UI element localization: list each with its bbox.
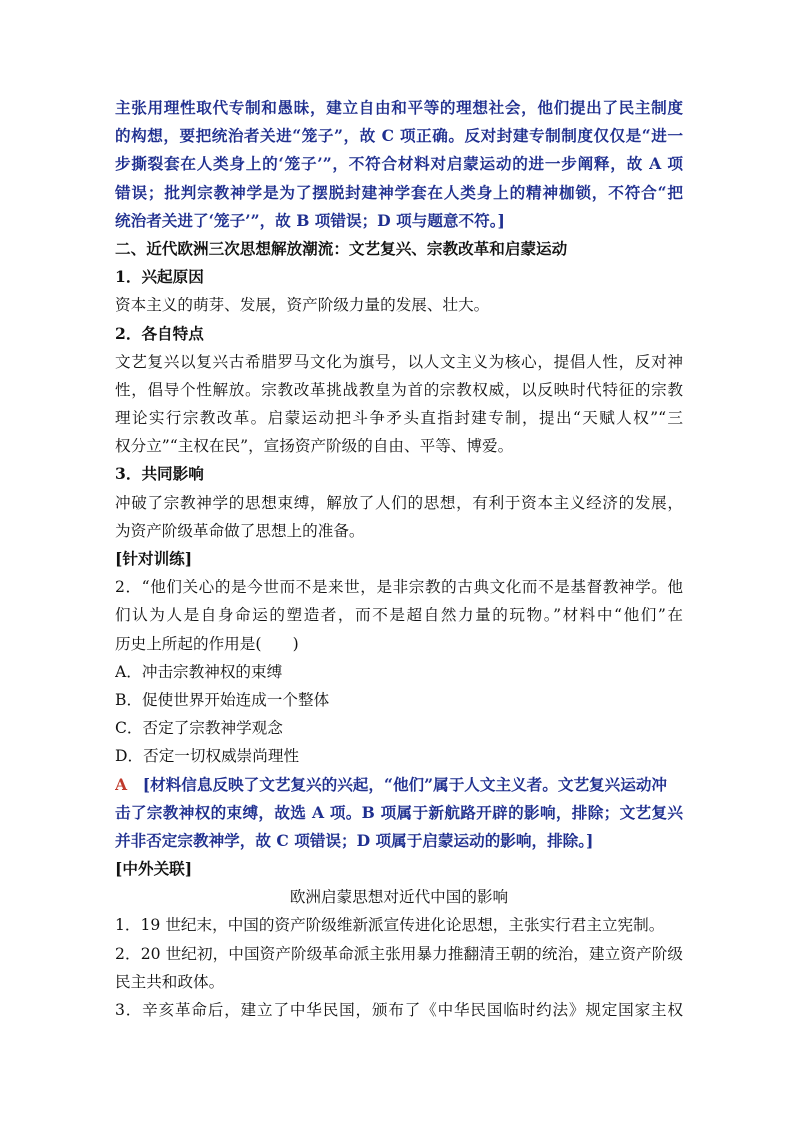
page-content [115,94,683,1024]
point-text: 文艺复兴以复兴古希腊罗马文化为旗号，以人文主义为核心，提倡人性，反对神 [115,352,683,371]
point-text: 理论实行宗教改革。启蒙运动把斗争矛头直指封建专制，提出“天赋人权”“三 [115,409,683,428]
point-text: 为资产阶级革命做了思想上的准备。 [115,521,365,540]
relation-title: 欧洲启蒙思想对近代中国的影响 [289,888,509,907]
question-option: B．促使世界开始连成一个整体 [115,690,330,709]
point-title: 3．共同影响 [115,464,204,484]
point-text: 资本主义的萌芽、发展，资产阶级力量的发展、壮大。 [115,296,490,315]
question-option: D．否定一切权威崇尚理性 [115,747,300,766]
answer-continuation-line: 统治者关进了‘笼子’”，故 B 项错误；D 项与题意不符。] [115,210,505,230]
point-title: 1．兴起原因 [115,267,204,287]
question-option: C．否定了宗教神学观念 [115,719,283,738]
answer-continuation-line: 的构想，要把统治者关进“笼子”，故 C 项正确。反对封建专制制度仅仅是“进一 [115,126,683,146]
answer-continuation-line: 主张用理性取代专制和愚昧，建立自由和平等的理想社会，他们提出了民主制度 [115,98,683,117]
point-text: 权分立”“主权在民”，宣扬资产阶级的自由、平等、博爱。 [115,437,514,456]
answer-line: 并非否定宗教神学，故 C 项错误；D 项属于启蒙运动的影响，排除。] [115,830,594,850]
answer-text: [材料信息反映了文艺复兴的兴起，“他们”属于人文主义者。文艺复兴运动冲 [127,774,668,794]
relation-item: 民主共和政体。 [115,972,225,991]
point-text: 性，倡导个性解放。宗教改革挑战教皇为首的宗教权威，以反映时代特征的宗教 [115,380,683,399]
answer-letter: A [115,774,128,794]
relation-item: 1．19 世纪末，中国的资产阶级维新派宣传进化论思想，主张实行君主立宪制。 [115,916,665,935]
question-stem: 们认为人是自身命运的塑造者，而不是超自然力量的玩物。”材料中“他们”在 [115,606,683,625]
point-title: 2．各自特点 [115,323,204,343]
relation-item: 2．20 世纪初，中国资产阶级革命派主张用暴力推翻清王朝的统治，建立资产阶级 [115,944,683,963]
question-option: A．冲击宗教神权的束缚 [115,662,283,681]
point-text: 冲破了宗教神学的思想束缚，解放了人们的思想，有利于资本主义经济的发展， [115,493,683,512]
relation-item: 3．辛亥革命后，建立了中华民国，颁布了《中华民国临时约法》规定国家主权 [115,1001,683,1019]
answer-continuation-line: 步撕裂套在人类身上的‘笼子’”，不符合材料对启蒙运动的进一步阐释，故 A 项 [115,154,683,174]
question-stem: 历史上所起的作用是( ) [115,634,299,653]
training-label: [针对训练] [115,549,193,568]
answer-continuation-line: 错误；批判宗教神学是为了摆脱封建神学套在人类身上的精神枷锁，不符合“把 [115,182,683,202]
section-heading: 二、近代欧洲三次思想解放潮流：文艺复兴、宗教改革和启蒙运动 [115,238,568,258]
relation-label: [中外关联] [115,859,193,879]
answer-line [115,771,683,799]
answer-line: 击了宗教神权的束缚，故选 A 项。B 项属于新航路开辟的影响，排除；文艺复兴 [115,802,683,822]
question-stem: 2．“他们关心的是今世而不是来世，是非宗教的古典文化而不是基督教神学。他 [115,578,683,597]
